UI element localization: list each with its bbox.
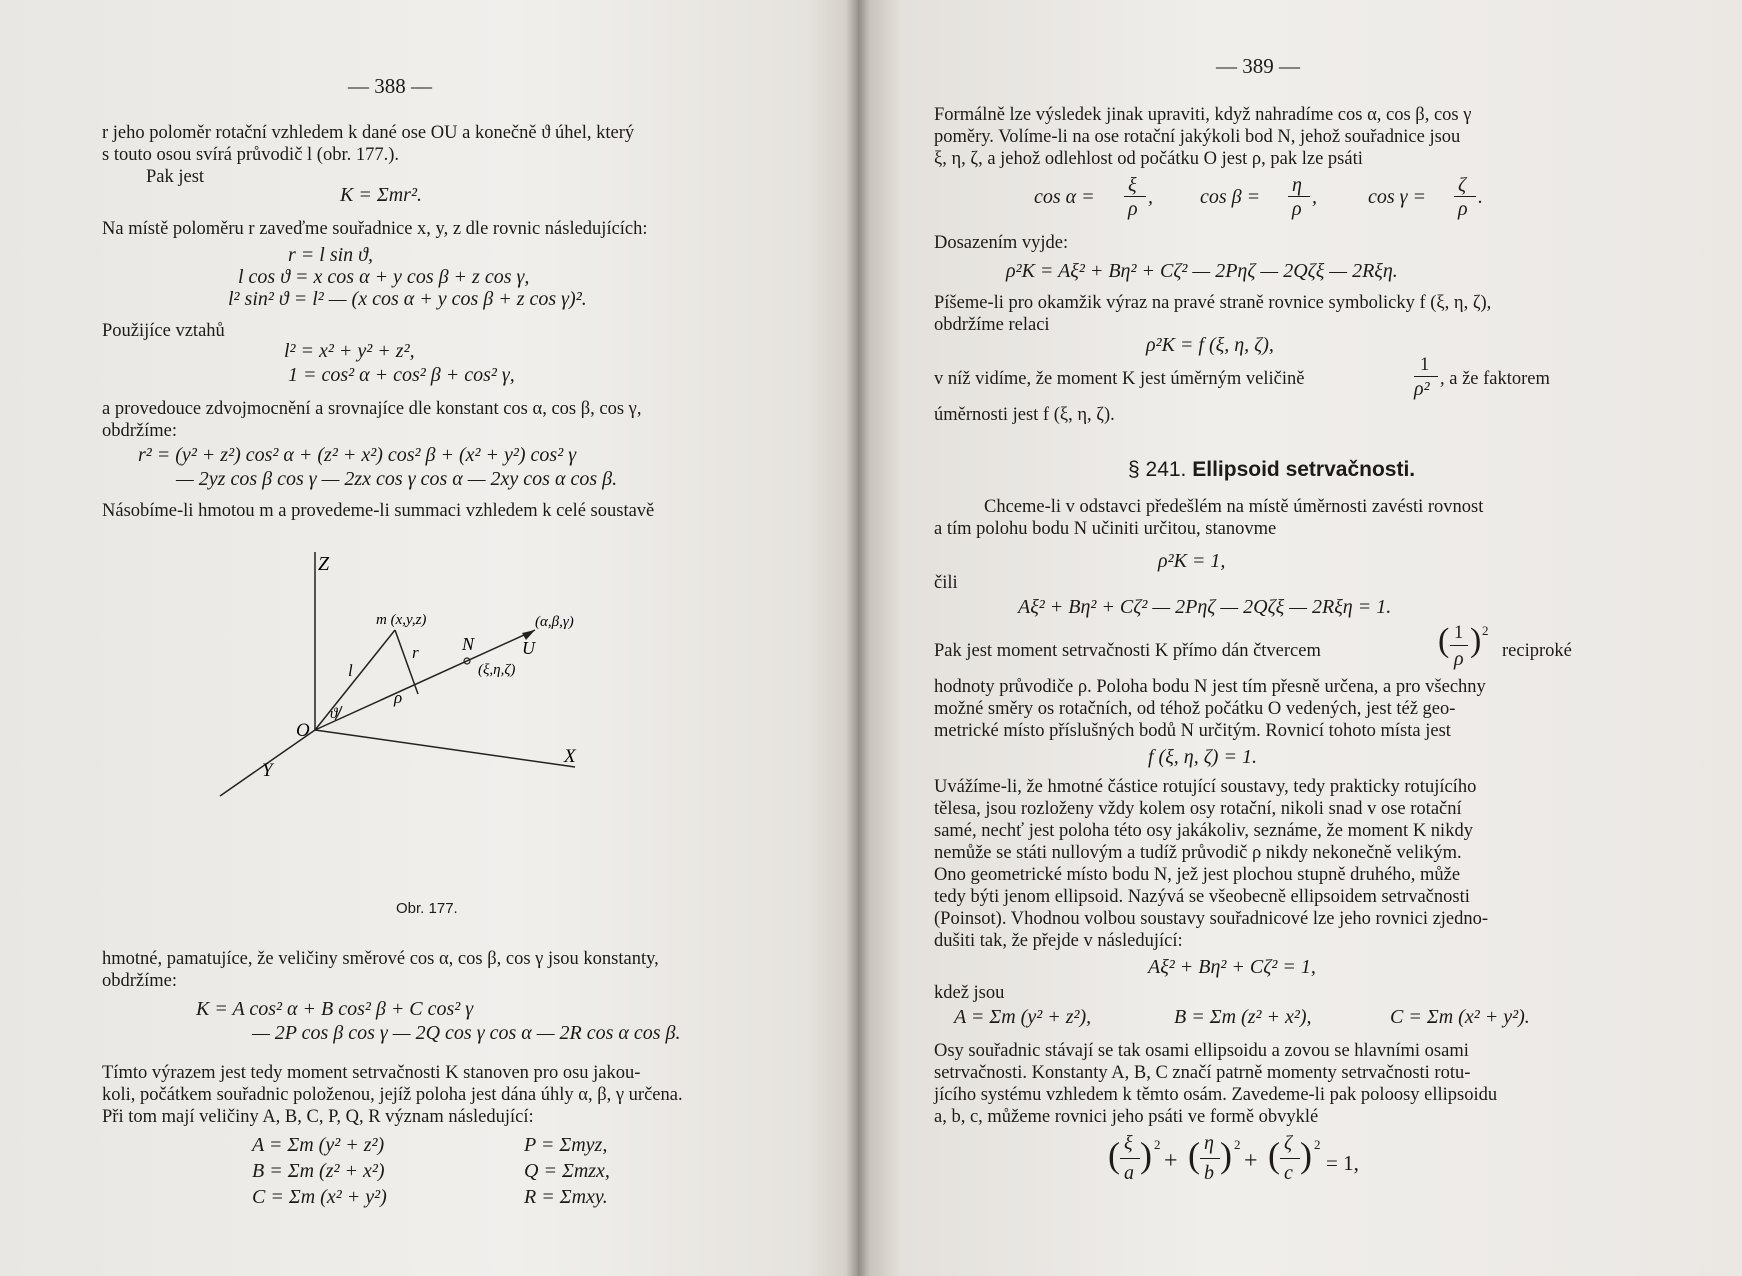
fraction-num: ξ [1124,1132,1133,1154]
text-line: s touto osou svírá průvodič l (obr. 177.). [102,145,400,165]
label-y: Y [262,760,273,781]
text-line: Použijíce vztahů [102,321,225,341]
figure-caption: Obr. 177. [396,900,458,917]
fraction-num: ζ [1284,1132,1293,1154]
label-rho: ρ [394,688,403,707]
fraction-tail: , [1148,186,1153,208]
text-line: setrvačnosti. Konstanty A, B, C značí patrně momenty setrvačnosti rotu- [934,1063,1471,1083]
equation: B = Σm (z² + x²) [252,1160,385,1182]
equation: C = Σm (x² + y²). [1390,1006,1530,1028]
label-direction: (α,β,γ) [535,614,574,630]
text-line: Při tom mají veličiny A, B, C, P, Q, R význam následující: [102,1107,534,1127]
equation: ρ²K = f (ξ, η, ζ), [1146,334,1274,356]
equation: Aξ² + Bη² + Cζ² = 1, [1148,956,1316,978]
perpendicular-r [395,630,418,694]
fraction-lhs: cos γ = [1368,186,1427,208]
fraction-bar [1280,1158,1300,1159]
text-line: kdež jsou [934,983,1005,1003]
equation: B = Σm (z² + x²), [1174,1006,1312,1028]
text-line: obdržíme: [102,421,178,441]
text-line: v níž vidíme, že moment K jest úměrným veličině [934,369,1305,389]
paren-left: ( [1108,1135,1120,1175]
section-heading [1128,458,1415,482]
paren-right: ) [1220,1135,1232,1175]
text-line: Násobíme-li hmotou m a provedeme-li summaci vzhledem k celé soustavě [102,501,655,521]
page-number-right: — 389 — [1216,54,1300,78]
text-line: Pak jest [146,167,205,187]
equation: r = l sin ϑ, [288,244,373,266]
book-gutter [846,0,870,1276]
equation: ρ²K = Aξ² + Bη² + Cζ² — 2Pηζ — 2Qζξ — 2Rξη. [1006,260,1398,282]
text-line: možné směry os rotačních, od téhož počátku O vedených, jest též geo- [934,699,1456,719]
text-line: reciproké [1502,641,1572,661]
ellipsoid-equation [1108,1128,1528,1198]
fraction-den: ρ² [1414,378,1430,400]
paren-left: ( [1268,1135,1280,1175]
equation: A = Σm (y² + z²) [252,1134,385,1156]
label-x: X [564,746,576,767]
label-n: N [462,634,475,654]
text-line: koli, počátkem souřadnic položenou, jejíž poloha jest dána úhly α, β, γ určena. [102,1085,683,1105]
label-xez: (ξ,η,ζ) [478,662,516,678]
text-line: a, b, c, můžeme rovnici jeho psáti ve formě obvyklé [934,1107,1319,1127]
text-line: dušiti tak, že přejde v následující: [934,931,1183,951]
exponent: 2 [1482,623,1489,638]
text-line: hmotné, pamatujíce, že veličiny směrové cos α, cos β, cos γ jsou konstanty, [102,949,659,969]
plus-sign: + [1164,1148,1178,1174]
axis-ou [315,630,535,730]
equation: P = Σmyz, [524,1134,608,1156]
equation: K = Σmr². [340,184,422,206]
paren-right: ) [1140,1135,1152,1175]
equation: l² = x² + y² + z², [284,340,415,362]
text-line: Osy souřadnic stávají se tak osami ellipsoidu a zovou se hlavními osami [934,1041,1469,1061]
text-line: tedy býti jenom ellipsoid. Nazývá se všeobecně ellipsoidem setrvačnosti [934,887,1470,907]
equation: — 2yz cos β cos γ — 2zx cos γ cos α — 2xy cos α cos β. [176,468,618,490]
text-line: čili [934,573,958,593]
x-axis [315,730,575,767]
text-line: r jeho poloměr rotační vzhledem k dané ose OU a konečně ϑ úhel, který [102,123,635,143]
text-line: ξ, η, ζ, a jehož odlehlost od počátku O jest ρ, pak lze psáti [934,149,1363,169]
text-line: Chceme-li v odstavci předešlém na místě úměrnosti zavésti rovnost [984,497,1484,517]
label-m: m (x,y,z) [376,612,427,628]
text-line: obdržíme: [102,971,178,991]
text-line: Uvážíme-li, že hmotné částice rotující soustavy, tedy prakticky rotujícího [934,777,1477,797]
fraction-den: ρ [1292,198,1302,220]
text-line: Dosazením vyjde: [934,233,1069,253]
fraction-den: b [1204,1162,1214,1184]
label-u: U [522,638,535,658]
exponent: 2 [1314,1137,1321,1152]
plus-sign: + [1244,1148,1258,1174]
fraction-tail: , [1312,186,1317,208]
text-line: Tímto výrazem jest tedy moment setrvačnosti K stanoven pro osu jakou- [102,1063,641,1083]
text-line: metrické místo příslušných bodů N určitým. Rovnicí tohoto místa jest [934,721,1451,741]
text-line: úměrnosti jest f (ξ, η, ζ). [934,405,1115,425]
fraction-num: ζ [1458,174,1467,196]
exponent: 2 [1234,1137,1241,1152]
text-line: nemůže se státi nullovým a tudíž průvodič ρ nikdy nekonečně velikým. [934,843,1462,863]
equation: C = Σm (x² + y²) [252,1186,387,1208]
equation: l cos ϑ = x cos α + y cos β + z cos γ, [238,266,530,288]
equation: A = Σm (y² + z²), [954,1006,1092,1028]
left-page [0,0,858,1276]
label-o: O [296,720,310,741]
fraction-tail: . [1478,186,1483,208]
label-z: Z [318,553,330,575]
fraction-den: ρ [1458,198,1468,220]
section-number: § 241. [1128,458,1187,481]
equation: K = A cos² α + B cos² β + C cos² γ [196,998,474,1020]
text-line: Píšeme-li pro okamžik výraz na pravé straně rovnice symbolicky f (ξ, η, ζ), [934,293,1492,313]
fraction-num: η [1292,174,1302,196]
text-line: obdržíme relaci [934,315,1050,335]
text-line: a provedouce zdvojmocnění a srovnajíce dle konstant cos α, cos β, cos γ, [102,399,642,419]
exponent: 2 [1154,1137,1161,1152]
fraction-bar [1120,1158,1140,1159]
text-line: hodnoty průvodiče ρ. Poloha bodu N jest tím přesně určena, a pro všechny [934,677,1486,697]
text-line: poměry. Volíme-li na ose rotační jakýkoli bod N, jehož souřadnice jsou [934,127,1461,147]
fraction-num: η [1204,1132,1214,1154]
equation: f (ξ, η, ζ) = 1. [1148,746,1257,768]
fraction-den: ρ [1454,648,1464,670]
fraction-bar [1200,1158,1220,1159]
label-r: r [412,643,419,662]
text-line: tělesa, jsou rozloženy vždy kolem osy rotační, nikoli snad v ose rotační [934,799,1462,819]
fraction-num: 1 [1454,623,1464,643]
fraction-den: c [1284,1162,1293,1184]
paren-right: ) [1300,1135,1312,1175]
radius-vector-l [315,630,395,730]
equation: l² sin² ϑ = l² — (x cos α + y cos β + z cos γ)². [228,288,587,310]
text-line: Na místě poloměru r zaveďme souřadnice x, y, z dle rovnic následujících: [102,219,648,239]
equation: Aξ² + Bη² + Cζ² — 2Pηζ — 2Qζξ — 2Rξη = 1. [1018,596,1392,618]
text-line: samé, nechť jest poloha této osy jakákoliv, seznáme, že moment K nikdy [934,821,1473,841]
paren-left: ( [1188,1135,1200,1175]
text-line: Pak jest moment setrvačnosti K přímo dán čtvercem [934,641,1321,661]
paren-right: ) [1470,622,1482,659]
figure-177 [180,540,620,840]
section-title: Ellipsoid setrvačnosti. [1192,458,1416,481]
text-line: , a že faktorem [1440,369,1550,389]
fraction-lhs: cos α = [1034,186,1095,208]
text-line: Ono geometrické místo bodu N, jež jest plochou stupně druhého, může [934,865,1461,885]
fraction-num: ξ [1128,174,1137,196]
equation: Q = Σmzx, [524,1160,610,1182]
equation: — 2P cos β cos γ — 2Q cos γ cos α — 2R cos α cos β. [252,1022,681,1044]
fraction-den: ρ [1128,198,1138,220]
equation-tail: = 1, [1326,1151,1359,1175]
label-theta: ϑ [330,706,338,722]
page-number-left: — 388 — [348,74,432,98]
text-line: jícího systému vzhledem k těmto osám. Zavedeme-li pak poloosy ellipsoidu [934,1085,1498,1105]
paren-left: ( [1438,622,1450,659]
fraction-bar [1450,645,1468,646]
fraction-lhs: cos β = [1200,186,1261,208]
equation: ρ²K = 1, [1158,550,1226,572]
text-line: a tím polohu bodu N učiniti určitou, stanovme [934,519,1277,539]
equation: 1 = cos² α + cos² β + cos² γ, [288,364,515,386]
fraction-den: a [1124,1162,1134,1184]
equation: r² = (y² + z²) cos² α + (z² + x²) cos² β + (x² + y²) cos² γ [138,444,577,466]
equation: R = Σmxy. [524,1186,608,1208]
text-line: Formálně lze výsledek jinak upraviti, když nahradíme cos α, cos β, cos γ [934,105,1472,125]
text-line: (Poinsot). Vhodnou volbou soustavy souřadnicové lze jeho rovnici zjedno- [934,909,1489,929]
fraction-num: 1 [1420,355,1430,375]
right-page [858,0,1742,1276]
label-l: l [348,661,353,680]
